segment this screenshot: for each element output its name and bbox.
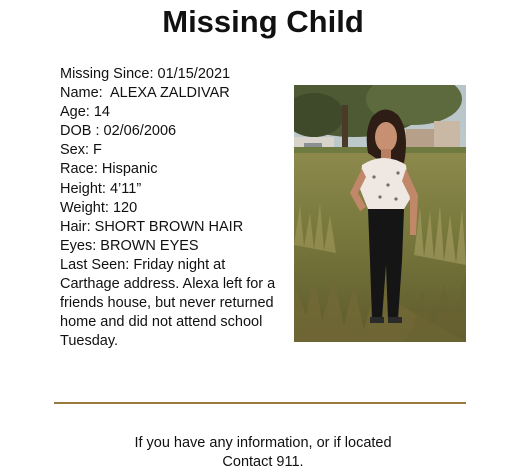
details-list	[60, 65, 285, 351]
detail-label: Hair:	[60, 218, 95, 235]
detail-value: 01/15/2021	[157, 66, 231, 82]
detail-missing-since	[60, 65, 285, 84]
detail-height	[60, 180, 285, 199]
detail-label: DOB :	[60, 123, 104, 140]
detail-label: Age:	[60, 104, 94, 121]
detail-label: Missing Since:	[60, 66, 158, 82]
detail-value: SHORT BROWN HAIR	[94, 218, 244, 235]
detail-race	[60, 160, 285, 179]
detail-label: Eyes:	[60, 237, 101, 254]
detail-hair	[60, 218, 285, 237]
detail-label: Sex:	[60, 142, 94, 159]
detail-label: Race:	[60, 161, 102, 178]
detail-sex	[60, 141, 285, 160]
detail-label: Name:	[60, 85, 110, 102]
poster-title: Missing Child	[162, 4, 364, 39]
detail-value: 14	[93, 104, 110, 121]
detail-value: 02/06/2006	[103, 123, 177, 140]
detail-value: ALEXA ZALDIVAR	[109, 85, 230, 102]
detail-name	[60, 84, 285, 103]
footer-contact-line: Contact 911.	[222, 454, 304, 470]
detail-value: 120	[112, 199, 138, 216]
footer	[0, 434, 526, 472]
detail-label: Height:	[60, 180, 110, 197]
detail-dob	[60, 122, 285, 141]
footer-info-line: If you have any information, or if located	[134, 435, 392, 451]
child-photo	[294, 85, 466, 342]
detail-value: 4’11”	[109, 180, 142, 197]
detail-eyes	[60, 237, 285, 256]
detail-value: F	[93, 142, 102, 159]
detail-label: Weight:	[60, 199, 113, 216]
divider-line	[54, 402, 466, 404]
detail-weight	[60, 199, 285, 218]
detail-age	[60, 103, 285, 122]
detail-last-seen: Last Seen: Friday night at Carthage address. Alexa left for a friends house, but never returned home and did not attend school Tuesday.	[60, 256, 276, 350]
detail-value: BROWN EYES	[100, 237, 199, 254]
detail-value: Hispanic	[101, 161, 158, 178]
